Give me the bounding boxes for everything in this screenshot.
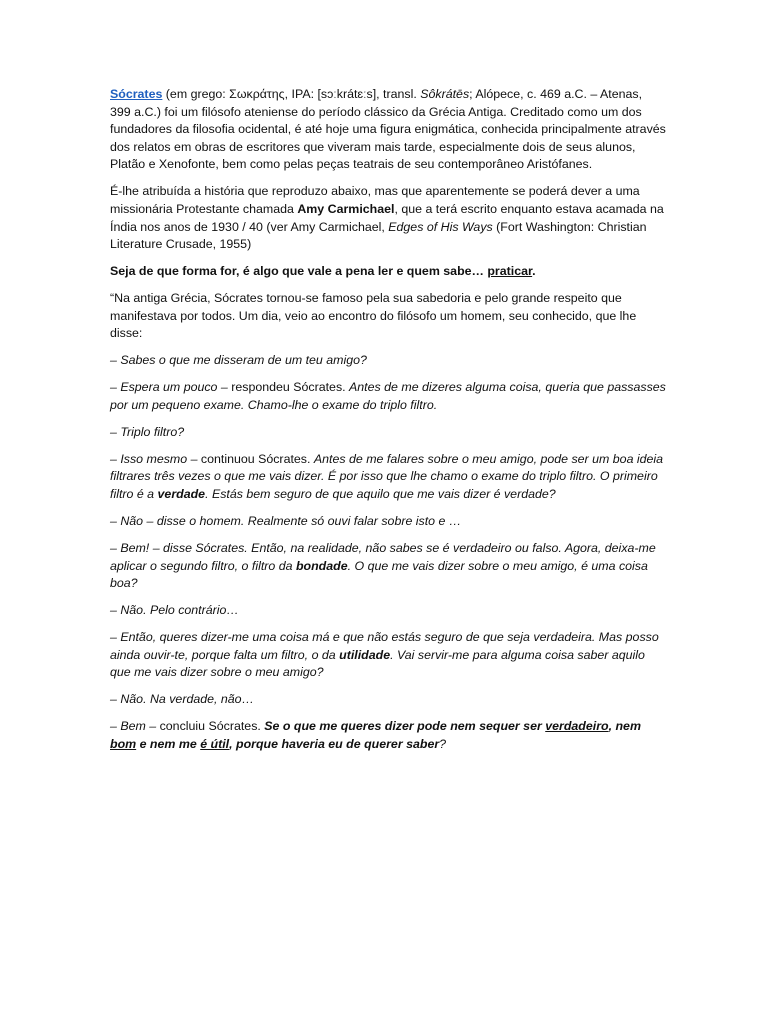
paragraph-dialogue-4 bbox=[110, 451, 666, 504]
italic-text: – Bem – bbox=[110, 719, 160, 734]
text: continuou Sócrates. bbox=[200, 451, 314, 466]
italic-text: Edges of His Ways bbox=[388, 219, 493, 234]
paragraph-dialogue-7 bbox=[110, 602, 666, 620]
underlined-bold-italic-text: é útil bbox=[200, 736, 230, 751]
italic-text: – Isso mesmo – bbox=[110, 451, 201, 466]
underlined-bold-italic-text: verdadeiro bbox=[545, 719, 609, 734]
italic-text: ? bbox=[439, 736, 447, 751]
italic-text: – Sabes o que me disseram de um teu amigo? bbox=[110, 353, 367, 368]
italic-text: . Estás bem seguro de que aquilo que me vais dizer é verdade? bbox=[205, 487, 556, 502]
paragraph-story-start bbox=[110, 290, 666, 343]
paragraph-dialogue-1 bbox=[110, 352, 666, 370]
italic-text: . Vai servir-me para alguma coisa saber aquilo que me vais dizer sobre o meu amigo? bbox=[110, 647, 645, 680]
text: , que a terá escrito enquanto estava acamada na Índia nos anos de 1930 / 40 (ver Amy Carmichael, bbox=[110, 201, 664, 234]
paragraph-dialogue-6 bbox=[110, 540, 666, 593]
text: (Fort Washington: Christian Literature Crusade, 1955) bbox=[110, 219, 647, 252]
bold-italic-text: Se o que me queres dizer pode nem sequer ser bbox=[264, 719, 546, 734]
italic-text: – Triplo filtro? bbox=[110, 424, 185, 439]
text: “Na antiga Grécia, Sócrates tornou-se famoso pela sua sabedoria e pelo grande respeito que manifestava por todos. Um dia, veio ao encontro do filósofo um homem, seu conhecido, que lhe disse: bbox=[110, 291, 637, 341]
paragraph-dialogue-9 bbox=[110, 691, 666, 709]
italic-text: – Não – disse o homem. Realmente só ouvi falar sobre isto e … bbox=[110, 514, 462, 528]
italic-text: – Então, queres dizer-me uma coisa má e que não estás seguro de que seja verdadeira. Mas posso ainda ouvir-te, porque falta um filtro, o da bbox=[110, 630, 659, 662]
paragraph-dialogue-3 bbox=[110, 424, 666, 442]
italic-text: . O que me vais dizer sobre o meu amigo, é uma coisa boa? bbox=[110, 558, 648, 591]
bold-italic-text: , nem bbox=[608, 719, 641, 734]
text: respondeu Sócrates. bbox=[231, 380, 350, 395]
text: É-lhe atribuída a história que reproduzo abaixo, mas que aparentemente se poderá dever a uma missionária Protestante chamada bbox=[110, 184, 640, 216]
socrates-link[interactable]: Sócrates bbox=[110, 87, 163, 101]
text: concluiu Sócrates. bbox=[159, 719, 265, 734]
paragraph-dialogue-5 bbox=[110, 513, 666, 531]
paragraph-dialogue-2 bbox=[110, 379, 666, 414]
italic-text: Antes de me dizeres alguma coisa, queria que passasses por um pequeno exame. Chamo-lhe o exame do triplo filtro. bbox=[110, 380, 666, 412]
bold-text: Seja de que forma for, é algo que vale a pena ler e quem sabe… bbox=[110, 264, 488, 279]
italic-text: Sôkrátēs bbox=[420, 87, 470, 101]
document-page bbox=[110, 86, 666, 763]
underlined-bold-text: praticar bbox=[487, 264, 533, 279]
italic-text: – Bem! – disse Sócrates. Então, na realidade, não sabes se é verdadeiro ou falso. Agora, deixa-me aplicar o segundo filtro, o filtro da bbox=[110, 540, 656, 573]
italic-text: – Não. Pelo contrário… bbox=[110, 603, 239, 618]
bold-italic-text: utilidade bbox=[339, 647, 391, 662]
paragraph-dialogue-8 bbox=[110, 629, 666, 682]
bold-italic-text: bondade bbox=[295, 558, 348, 573]
paragraph-conclusion bbox=[110, 718, 666, 753]
bold-italic-text: , porque haveria eu de querer saber bbox=[229, 736, 440, 751]
bold-italic-text: verdade bbox=[157, 487, 206, 502]
italic-text: – Não. Na verdade, não… bbox=[110, 692, 254, 707]
bold-text: . bbox=[532, 264, 536, 279]
bold-italic-text: e nem me bbox=[136, 736, 201, 751]
underlined-bold-italic-text: bom bbox=[110, 736, 137, 751]
paragraph-socrates-intro bbox=[110, 86, 666, 174]
paragraph-attribution bbox=[110, 183, 666, 253]
text: (em grego: Σωκράτης, IPA: [sɔːkrátɛːs], transl. bbox=[162, 87, 421, 101]
italic-text: Antes de me falares sobre o meu amigo, pode ser um boa ideia filtrares três vezes o que me vais dizer. É por isso que lhe chamo o exame do triplo filtro. O primeiro filtro é a bbox=[110, 451, 664, 502]
text: ; Alópece, c. 469 a.C. – Atenas, 399 a.C.) foi um filósofo ateniense do período clássico da Grécia Antiga. Creditado como um dos fundadores da filosofia ocidental, é até hoje uma figura enigmática, conhecida principalmente através dos relatos em obras de escritores que viveram mais tarde, especialmente dois de seus alunos, Platão e Xenofonte, bem como pelas peças teatrais de seu contemporâneo Aristófanes. bbox=[110, 87, 666, 172]
paragraph-practice bbox=[110, 263, 666, 281]
bold-text: Amy Carmichael bbox=[297, 201, 395, 216]
italic-text: – Espera um pouco – bbox=[110, 380, 232, 395]
